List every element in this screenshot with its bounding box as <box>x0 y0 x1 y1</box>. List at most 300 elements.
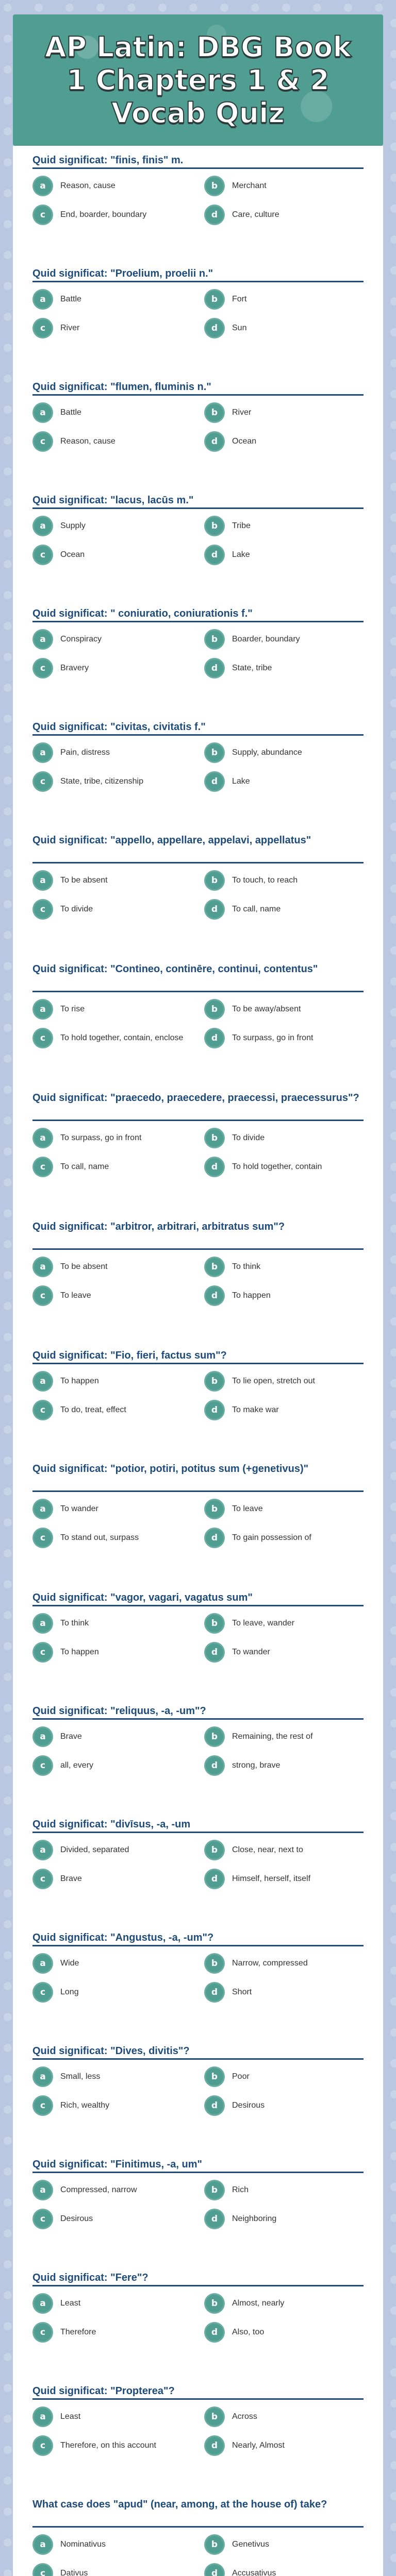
option-text: Reason, cause <box>60 181 116 190</box>
answer-option-a[interactable] <box>32 2534 192 2555</box>
option-letter-badge: a <box>32 1726 53 1747</box>
option-text: To wander <box>60 1504 98 1513</box>
answer-option-d[interactable] <box>204 431 364 452</box>
question-divider <box>32 621 364 622</box>
question-divider <box>32 2526 364 2528</box>
answer-option-b[interactable] <box>204 1953 364 1974</box>
question-prompt: Quid significat: "civitas, civitatis f." <box>32 721 206 733</box>
option-text: Long <box>60 1988 79 1996</box>
option-letter-badge: a <box>32 1840 53 1860</box>
option-text: Close, near, next to <box>232 1845 303 1854</box>
option-text: Ocean <box>232 437 257 446</box>
answer-options <box>32 2293 364 2343</box>
option-letter-badge: a <box>32 1613 53 1634</box>
answer-option-d[interactable] <box>204 657 364 679</box>
answer-option-d[interactable] <box>204 204 364 226</box>
option-letter-badge: d <box>204 545 225 565</box>
answer-option-b[interactable] <box>204 1839 364 1861</box>
answer-option-c[interactable] <box>32 317 192 339</box>
option-letter-badge: b <box>204 999 225 1020</box>
answer-option-c[interactable] <box>32 1981 192 2003</box>
answer-option-b[interactable] <box>204 629 364 650</box>
option-letter-badge: d <box>204 205 225 225</box>
option-letter-badge: a <box>32 516 53 536</box>
quiz-title: AP Latin: DBG Book 1 Chapters 1 & 2 Vocab Quiz <box>44 30 352 129</box>
option-text: To call, name <box>232 905 281 913</box>
answer-option-c[interactable] <box>32 544 192 566</box>
answer-option-d[interactable] <box>204 1868 364 1890</box>
answer-option-a[interactable] <box>32 2406 192 2428</box>
option-letter-badge: b <box>204 402 225 423</box>
question-block <box>32 604 364 718</box>
option-text: Battle <box>60 295 81 303</box>
option-letter-badge: a <box>32 1371 53 1392</box>
option-letter-badge: a <box>32 289 53 310</box>
option-letter-badge: a <box>32 176 53 196</box>
option-text: Across <box>232 2412 257 2421</box>
answer-option-b[interactable] <box>204 1127 364 1149</box>
question-prompt: Quid significat: "Angustus, -a, -um"? <box>32 1932 214 1943</box>
answer-option-c[interactable] <box>32 1527 192 1549</box>
question-divider <box>32 281 364 282</box>
option-text: Ocean <box>60 550 85 559</box>
answer-options <box>32 998 364 1049</box>
answer-option-d[interactable] <box>204 899 364 920</box>
option-letter-badge: d <box>204 431 225 452</box>
option-letter-badge: c <box>32 1157 53 1177</box>
answer-option-c[interactable] <box>32 2321 192 2343</box>
answer-options <box>32 2406 364 2456</box>
answer-option-d[interactable] <box>204 317 364 339</box>
option-letter-badge: a <box>32 402 53 423</box>
option-text: To be away/absent <box>232 1005 301 1013</box>
answer-option-d[interactable] <box>204 1156 364 1178</box>
option-text: Neighboring <box>232 2214 277 2223</box>
answer-option-a[interactable] <box>32 2179 192 2201</box>
answer-options <box>32 742 364 792</box>
option-letter-badge: c <box>32 2563 53 2576</box>
option-text: State, tribe, citizenship <box>60 777 143 786</box>
answer-option-c[interactable] <box>32 1399 192 1421</box>
option-letter-badge: c <box>32 2435 53 2456</box>
option-text: Least <box>60 2299 81 2308</box>
question-prompt: Quid significat: "praecedo, praecedere, praecessi, praecessurus"? <box>32 1092 359 1104</box>
option-text: all, every <box>60 1761 94 1770</box>
question-list <box>32 151 364 2576</box>
question-block <box>32 960 364 1089</box>
option-text: To hold together, contain <box>232 1162 322 1171</box>
option-letter-badge: c <box>32 2322 53 2343</box>
answer-option-d[interactable] <box>204 1399 364 1421</box>
answer-option-d[interactable] <box>204 771 364 792</box>
answer-options <box>32 1726 364 1776</box>
answer-options <box>32 2066 364 2116</box>
answer-option-d[interactable] <box>204 1755 364 1776</box>
answer-option-a[interactable] <box>32 1726 192 1748</box>
option-text: Dativus <box>60 2569 88 2576</box>
answer-option-b[interactable] <box>204 175 364 197</box>
option-text: Fort <box>232 295 247 303</box>
option-text: Reason, cause <box>60 437 116 446</box>
option-letter-badge: b <box>204 1840 225 1860</box>
option-text: Short <box>232 1988 252 1996</box>
option-letter-badge: b <box>204 2066 225 2087</box>
answer-options <box>32 175 364 226</box>
option-text: Poor <box>232 2072 250 2081</box>
answer-options <box>32 1839 364 1890</box>
answer-option-b[interactable] <box>204 2179 364 2201</box>
option-text: Desirous <box>60 2214 93 2223</box>
option-text: To be absent <box>60 1262 108 1271</box>
answer-option-c[interactable] <box>32 2095 192 2116</box>
option-letter-badge: c <box>32 205 53 225</box>
answer-option-c[interactable] <box>32 1641 192 1663</box>
answer-option-a[interactable] <box>32 1370 192 1392</box>
option-letter-badge: b <box>204 2406 225 2427</box>
question-divider <box>32 1363 364 1364</box>
question-block <box>32 1346 364 1460</box>
question-prompt: Quid significat: "Finitimus, -a, um" <box>32 2159 202 2170</box>
answer-options <box>32 1498 364 1549</box>
option-letter-badge: d <box>204 1028 225 1048</box>
answer-option-b[interactable] <box>204 870 364 891</box>
answer-options <box>32 402 364 452</box>
question-block <box>32 2382 364 2495</box>
answer-option-c[interactable] <box>32 1285 192 1307</box>
option-text: To divide <box>60 905 93 913</box>
answer-option-b[interactable] <box>204 1613 364 1634</box>
answer-options <box>32 289 364 339</box>
option-text: To surpass, go in front <box>60 1133 142 1142</box>
answer-option-c[interactable] <box>32 204 192 226</box>
option-letter-badge: d <box>204 2563 225 2576</box>
option-text: Therefore, on this account <box>60 2441 156 2450</box>
option-letter-badge: d <box>204 2209 225 2229</box>
option-text: Least <box>60 2412 81 2421</box>
question-block <box>32 491 364 604</box>
answer-option-a[interactable] <box>32 1953 192 1974</box>
question-block <box>32 718 364 831</box>
answer-options <box>32 1256 364 1307</box>
option-text: Small, less <box>60 2072 101 2081</box>
question-divider <box>32 2398 364 2400</box>
answer-option-d[interactable] <box>204 1641 364 1663</box>
question-divider <box>32 1120 364 1121</box>
answer-option-c[interactable] <box>32 431 192 452</box>
answer-option-c[interactable] <box>32 1156 192 1178</box>
option-letter-badge: b <box>204 1953 225 1974</box>
option-letter-badge: b <box>204 1726 225 1747</box>
answer-option-d[interactable] <box>204 1285 364 1307</box>
option-text: Sun <box>232 324 247 332</box>
question-prompt: Quid significat: "appello, appellare, appelavi, appellatus" <box>32 835 311 846</box>
option-text: Nearly, Almost <box>232 2441 285 2450</box>
answer-options <box>32 1127 364 1178</box>
option-letter-badge: b <box>204 289 225 310</box>
answer-option-a[interactable] <box>32 629 192 650</box>
answer-option-d[interactable] <box>204 1981 364 2003</box>
question-divider <box>32 1248 364 1250</box>
question-divider <box>32 2058 364 2060</box>
option-text: Nominativus <box>60 2540 106 2549</box>
option-text: Supply <box>60 521 86 530</box>
question-block <box>32 2042 364 2155</box>
question-divider <box>32 1718 364 1720</box>
question-divider <box>32 1832 364 1833</box>
option-text: To surpass, go in front <box>232 1033 314 1042</box>
option-text: State, tribe <box>232 664 272 672</box>
option-text: To happen <box>232 1291 271 1300</box>
answer-option-a[interactable] <box>32 402 192 423</box>
option-letter-badge: a <box>32 1128 53 1148</box>
option-text: To stand out, surpass <box>60 1533 139 1542</box>
question-prompt: Quid significat: "vagor, vagari, vagatus sum" <box>32 1592 253 1603</box>
option-letter-badge: d <box>204 1869 225 1889</box>
question-prompt: Quid significat: "flumen, fluminis n." <box>32 381 211 393</box>
question-divider <box>32 1490 364 1492</box>
question-divider <box>32 2285 364 2286</box>
question-prompt: Quid significat: "potior, potiri, potitus sum (+genetivus)" <box>32 1463 309 1475</box>
answer-options <box>32 2534 364 2576</box>
option-letter-badge: c <box>32 658 53 679</box>
option-text: Divided, separated <box>60 1845 129 1854</box>
option-text: Supply, abundance <box>232 748 302 757</box>
question-divider <box>32 734 364 736</box>
question-divider <box>32 991 364 992</box>
option-text: Accusativus <box>232 2569 276 2576</box>
option-text: To touch, to reach <box>232 876 298 885</box>
option-text: To leave <box>232 1504 263 1513</box>
answer-option-b[interactable] <box>204 1256 364 1278</box>
option-text: Almost, nearly <box>232 2299 285 2308</box>
option-letter-badge: d <box>204 771 225 792</box>
answer-option-c[interactable] <box>32 771 192 792</box>
answer-option-c[interactable] <box>32 2435 192 2456</box>
answer-option-a[interactable] <box>32 1839 192 1861</box>
question-block <box>32 264 364 378</box>
option-text: To happen <box>60 1377 99 1385</box>
option-letter-badge: c <box>32 1982 53 2003</box>
option-letter-badge: b <box>204 1371 225 1392</box>
option-text: Rich, wealthy <box>60 2101 110 2110</box>
answer-option-a[interactable] <box>32 1498 192 1520</box>
option-text: Battle <box>60 408 81 417</box>
option-letter-badge: d <box>204 1528 225 1548</box>
option-text: To make war <box>232 1405 279 1414</box>
option-letter-badge: d <box>204 1982 225 2003</box>
question-block <box>32 1928 364 2042</box>
question-divider <box>32 167 364 169</box>
answer-options <box>32 2179 364 2230</box>
question-block <box>32 1217 364 1346</box>
option-text: Brave <box>60 1874 82 1883</box>
option-letter-badge: a <box>32 2534 53 2555</box>
question-block <box>32 2268 364 2382</box>
option-text: To wander <box>232 1648 270 1656</box>
answer-option-d[interactable] <box>204 1527 364 1549</box>
answer-options <box>32 515 364 566</box>
question-prompt: Quid significat: " coniuratio, coniurationis f." <box>32 608 253 619</box>
answer-option-a[interactable] <box>32 2066 192 2088</box>
option-text: To call, name <box>60 1162 109 1171</box>
option-letter-badge: c <box>32 1528 53 1548</box>
option-text: To leave <box>60 1291 91 1300</box>
answer-option-b[interactable] <box>204 2293 364 2314</box>
question-block <box>32 1089 364 1217</box>
answer-option-b[interactable] <box>204 998 364 1020</box>
option-letter-badge: c <box>32 1755 53 1776</box>
option-letter-badge: a <box>32 2293 53 2314</box>
answer-option-c[interactable] <box>32 899 192 920</box>
answer-option-d[interactable] <box>204 2095 364 2116</box>
question-block <box>32 378 364 491</box>
option-text: To lie open, stretch out <box>232 1377 315 1385</box>
question-prompt: Quid significat: "Dives, divitis"? <box>32 2045 190 2057</box>
answer-option-b[interactable] <box>204 742 364 764</box>
question-divider <box>32 1945 364 1946</box>
option-letter-badge: c <box>32 2209 53 2229</box>
option-text: To do, treat, effect <box>60 1405 126 1414</box>
quiz-card <box>13 146 383 2576</box>
question-prompt: Quid significat: "Fere"? <box>32 2272 148 2283</box>
answer-option-c[interactable] <box>32 1027 192 1049</box>
answer-option-a[interactable] <box>32 175 192 197</box>
option-letter-badge: b <box>204 516 225 536</box>
answer-option-a[interactable] <box>32 742 192 764</box>
question-prompt: Quid significat: "divīsus, -a, -um <box>32 1819 191 1830</box>
question-divider <box>32 862 364 863</box>
answer-option-c[interactable] <box>32 657 192 679</box>
option-letter-badge: d <box>204 658 225 679</box>
answer-option-b[interactable] <box>204 2534 364 2555</box>
answer-option-c[interactable] <box>32 1755 192 1776</box>
option-letter-badge: a <box>32 2066 53 2087</box>
answer-option-d[interactable] <box>204 2321 364 2343</box>
answer-option-a[interactable] <box>32 1613 192 1634</box>
answer-option-b[interactable] <box>204 289 364 310</box>
option-letter-badge: c <box>32 1869 53 1889</box>
option-letter-badge: d <box>204 2095 225 2116</box>
option-letter-badge: c <box>32 1400 53 1420</box>
option-text: Also, too <box>232 2328 265 2336</box>
option-text: To gain possession of <box>232 1533 311 1542</box>
question-divider <box>32 507 364 509</box>
option-text: Lake <box>232 550 250 559</box>
option-letter-badge: b <box>204 2293 225 2314</box>
option-letter-badge: b <box>204 2180 225 2200</box>
answer-option-b[interactable] <box>204 1370 364 1392</box>
answer-option-a[interactable] <box>32 2293 192 2314</box>
option-text: Merchant <box>232 181 267 190</box>
answer-options <box>32 870 364 920</box>
option-text: To divide <box>232 1133 265 1142</box>
option-text: River <box>232 408 252 417</box>
answer-option-a[interactable] <box>32 289 192 310</box>
option-letter-badge: d <box>204 1157 225 1177</box>
option-text: Boarder, boundary <box>232 635 300 643</box>
option-letter-badge: d <box>204 1642 225 1663</box>
answer-option-b[interactable] <box>204 2066 364 2088</box>
answer-option-a[interactable] <box>32 1256 192 1278</box>
answer-option-d[interactable] <box>204 2208 364 2230</box>
question-divider <box>32 1605 364 1606</box>
option-letter-badge: b <box>204 742 225 763</box>
option-letter-badge: d <box>204 899 225 920</box>
answer-options <box>32 1953 364 2003</box>
option-letter-badge: b <box>204 1128 225 1148</box>
answer-option-d[interactable] <box>204 544 364 566</box>
answer-option-a[interactable] <box>32 515 192 537</box>
answer-option-d[interactable] <box>204 1027 364 1049</box>
answer-option-a[interactable] <box>32 998 192 1020</box>
answer-option-a[interactable] <box>32 870 192 891</box>
question-divider <box>32 2172 364 2173</box>
option-text: To leave, wander <box>232 1619 294 1628</box>
question-prompt: Quid significat: "Propterea"? <box>32 2385 175 2397</box>
option-text: Care, culture <box>232 210 279 219</box>
question-block <box>32 831 364 960</box>
answer-option-b[interactable] <box>204 402 364 423</box>
option-text: River <box>60 324 80 332</box>
option-letter-badge: b <box>204 1613 225 1634</box>
option-letter-badge: b <box>204 1257 225 1277</box>
question-block <box>32 2155 364 2268</box>
answer-option-b[interactable] <box>204 515 364 537</box>
question-divider <box>32 394 364 396</box>
answer-option-b[interactable] <box>204 1498 364 1520</box>
answer-option-c[interactable] <box>32 1868 192 1890</box>
option-text: Tribe <box>232 521 251 530</box>
answer-option-c[interactable] <box>32 2208 192 2230</box>
option-text: Wide <box>60 1959 79 1968</box>
answer-option-c[interactable] <box>32 2563 192 2576</box>
option-letter-badge: a <box>32 2180 53 2200</box>
question-prompt: Quid significat: "Fio, fieri, factus sum"? <box>32 1350 227 1361</box>
option-letter-badge: d <box>204 318 225 338</box>
answer-option-b[interactable] <box>204 2406 364 2428</box>
option-text: Himself, herself, itself <box>232 1874 311 1883</box>
option-text: Rich <box>232 2185 249 2194</box>
answer-options <box>32 1613 364 1663</box>
option-letter-badge: b <box>204 176 225 196</box>
question-prompt: Quid significat: "Proelium, proelii n." <box>32 268 213 279</box>
option-letter-badge: d <box>204 1755 225 1776</box>
option-letter-badge: d <box>204 2322 225 2343</box>
answer-option-d[interactable] <box>204 2435 364 2456</box>
answer-option-b[interactable] <box>204 1726 364 1748</box>
option-letter-badge: a <box>32 870 53 891</box>
answer-option-d[interactable] <box>204 2563 364 2576</box>
answer-option-a[interactable] <box>32 1127 192 1149</box>
option-letter-badge: b <box>204 1499 225 1519</box>
option-letter-badge: c <box>32 545 53 565</box>
option-text: Genetivus <box>232 2540 270 2549</box>
question-block <box>32 1588 364 1702</box>
option-letter-badge: c <box>32 1028 53 1048</box>
option-letter-badge: a <box>32 999 53 1020</box>
option-text: Desirous <box>232 2101 265 2110</box>
option-text: Compressed, narrow <box>60 2185 137 2194</box>
option-text: To be absent <box>60 876 108 885</box>
quiz-header <box>13 14 383 146</box>
question-prompt: Quid significat: "Contineo, continēre, continui, contentus" <box>32 963 318 975</box>
option-text: Conspiracy <box>60 635 102 643</box>
question-block <box>32 1702 364 1815</box>
option-letter-badge: c <box>32 899 53 920</box>
option-letter-badge: a <box>32 1257 53 1277</box>
option-text: strong, brave <box>232 1761 280 1770</box>
option-letter-badge: a <box>32 1499 53 1519</box>
